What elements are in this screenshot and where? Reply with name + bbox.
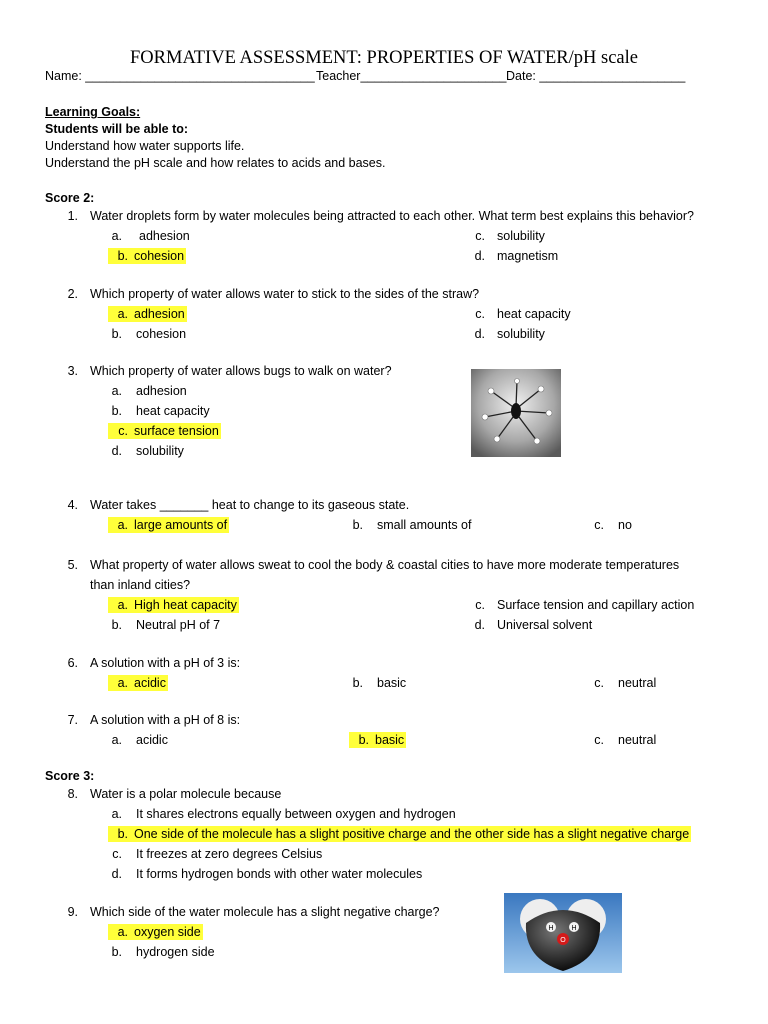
question-text: A solution with a pH of 8 is: (90, 713, 241, 727)
option-text: neutral (618, 676, 657, 690)
question-text: A solution with a pH of 3 is: (90, 656, 241, 670)
option-letter: d. (111, 867, 122, 881)
page-title: FORMATIVE ASSESSMENT: PROPERTIES OF WATER/pH scale (130, 48, 638, 68)
teacher-line: Teacher_____________________ (316, 69, 507, 83)
hydrogen-label: H (548, 925, 554, 932)
option-letter: b. (349, 732, 377, 748)
question-text: What property of water allows sweat to cool the body & coastal cities to have more moderate temperatures (90, 558, 680, 572)
option-letter: d. (474, 327, 485, 341)
option-text-answer: acidic (134, 676, 166, 690)
option-letter: a. (108, 675, 136, 691)
water-strider-photo (471, 369, 561, 457)
oxygen-label: O (560, 937, 566, 944)
option-text: Neutral pH of 7 (136, 618, 221, 632)
option-text: heat capacity (136, 404, 210, 418)
option-text-answer: basic (375, 733, 405, 747)
question-number: 1. (67, 209, 78, 223)
option-text-answer: High heat capacity (134, 598, 237, 612)
option-text: solubility (136, 444, 184, 458)
option-text-answer: surface tension (134, 424, 219, 438)
question-text: Water is a polar molecule because (90, 787, 282, 801)
option-letter: b. (111, 327, 122, 341)
option-text: adhesion (139, 229, 190, 243)
option-letter: c. (475, 229, 485, 243)
question-text: Which property of water allows bugs to walk on water? (90, 364, 392, 378)
option-letter: a. (108, 924, 136, 940)
option-text: no (618, 518, 632, 532)
option-letter: c. (594, 518, 604, 532)
option-text: small amounts of (377, 518, 472, 532)
learning-goals-heading: Learning Goals: (45, 105, 141, 119)
option-letter: b. (111, 618, 122, 632)
option-letter: a. (111, 384, 122, 398)
question-text: Water droplets form by water molecules being attracted to each other. What term best explains this behavior? (90, 209, 694, 223)
option-text: adhesion (136, 384, 187, 398)
learning-goals-subheading: Students will be able to: (45, 122, 189, 136)
question-text: Which side of the water molecule has a slight negative charge? (90, 905, 440, 919)
hydrogen-label: H (571, 925, 577, 932)
option-letter: d. (474, 249, 485, 263)
option-text: heat capacity (497, 307, 571, 321)
question-number: 9. (67, 905, 78, 919)
name-line: Name: _________________________________ (45, 69, 315, 83)
option-text-answer: adhesion (134, 307, 185, 321)
learning-goal-item: Understand how water supports life. (45, 139, 245, 153)
option-text-answer: cohesion (134, 249, 185, 263)
question-number: 6. (67, 656, 78, 670)
option-letter: d. (474, 618, 485, 632)
option-text: solubility (497, 229, 545, 243)
option-text: neutral (618, 733, 657, 747)
option-letter: a. (108, 306, 136, 322)
option-text: acidic (136, 733, 168, 747)
section-label-score-2: Score 2: (45, 191, 95, 205)
option-text: hydrogen side (136, 945, 215, 959)
option-letter: c. (108, 423, 136, 439)
option-letter: c. (112, 847, 122, 861)
option-letter: d. (111, 444, 122, 458)
section-label-score-3: Score 3: (45, 769, 95, 783)
option-text: It forms hydrogen bonds with other water molecules (136, 867, 423, 881)
option-text-answer: One side of the molecule has a slight positive charge and the other side has a slight negative charge (134, 827, 690, 841)
option-text: magnetism (497, 249, 559, 263)
option-letter: a. (108, 517, 136, 533)
option-letter: c. (475, 307, 485, 321)
option-letter: b. (352, 518, 363, 532)
option-text: basic (377, 676, 407, 690)
option-text: cohesion (136, 327, 187, 341)
option-letter: b. (108, 248, 136, 264)
water-molecule-image (504, 893, 622, 973)
question-number: 7. (67, 713, 78, 727)
date-line: Date: _____________________ (506, 69, 686, 83)
option-letter: a. (111, 733, 122, 747)
option-text-answer: oxygen side (134, 925, 201, 939)
question-number: 8. (67, 787, 78, 801)
option-text: It freezes at zero degrees Celsius (136, 847, 323, 861)
option-letter: c. (594, 733, 604, 747)
option-text: Surface tension and capillary action (497, 598, 695, 612)
question-number: 2. (67, 287, 78, 301)
option-text-answer: large amounts of (134, 518, 228, 532)
option-letter: b. (352, 676, 363, 690)
option-letter: b. (111, 945, 122, 959)
learning-goal-item: Understand the pH scale and how relates to acids and bases. (45, 156, 386, 170)
question-text: Water takes _______ heat to change to its gaseous state. (90, 498, 410, 512)
option-letter: b. (111, 404, 122, 418)
question-number: 5. (67, 558, 78, 572)
option-letter: c. (594, 676, 604, 690)
option-text: It shares electrons equally between oxygen and hydrogen (136, 807, 456, 821)
question-text-continued: than inland cities? (90, 578, 191, 592)
option-letter: c. (475, 598, 485, 612)
question-number: 4. (67, 498, 78, 512)
option-text: solubility (497, 327, 545, 341)
option-letter: b. (108, 826, 136, 842)
question-text: Which property of water allows water to stick to the sides of the straw? (90, 287, 480, 301)
option-letter: a. (111, 807, 122, 821)
question-number: 3. (67, 364, 78, 378)
option-letter: a. (111, 229, 122, 243)
option-letter: a. (108, 597, 136, 613)
option-text: Universal solvent (497, 618, 593, 632)
